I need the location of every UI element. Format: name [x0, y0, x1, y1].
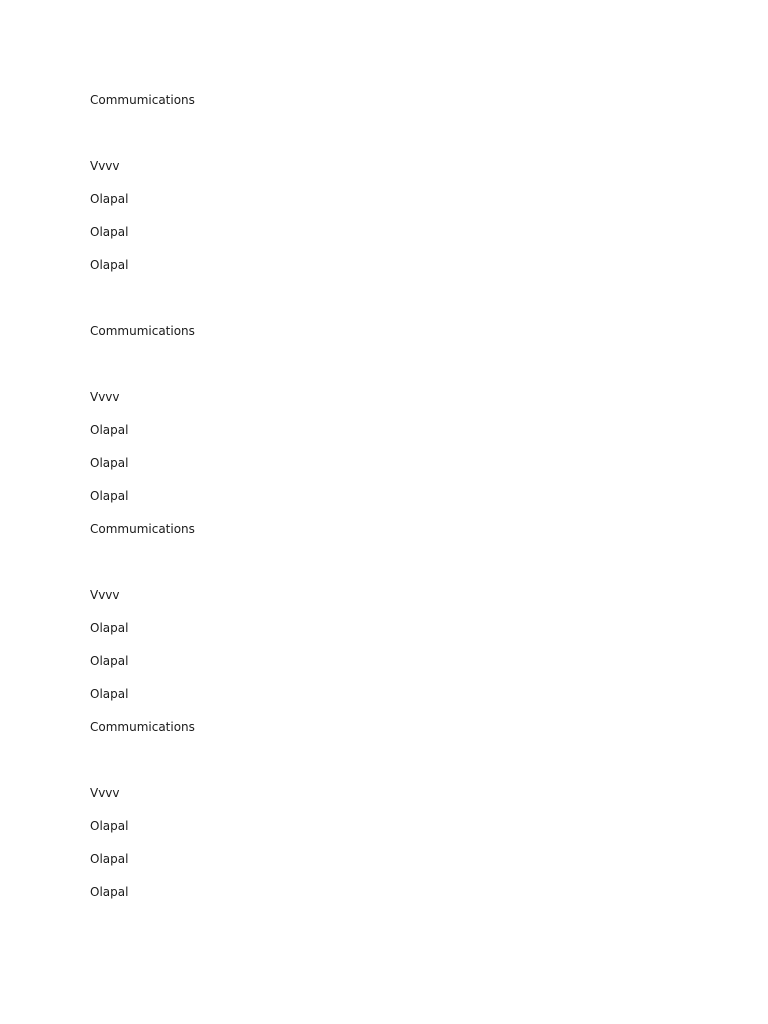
- text-line: Commumications: [90, 324, 195, 338]
- text-line: Vvvv: [90, 390, 120, 404]
- text-line: Olapal: [90, 852, 129, 866]
- text-line: Vvvv: [90, 588, 120, 602]
- text-line: Olapal: [90, 489, 129, 503]
- text-line: Olapal: [90, 621, 129, 635]
- text-line: Vvvv: [90, 786, 120, 800]
- text-line: Olapal: [90, 258, 129, 272]
- text-line: Commumications: [90, 93, 195, 107]
- text-line: Olapal: [90, 456, 129, 470]
- text-line: Olapal: [90, 654, 129, 668]
- text-line: Olapal: [90, 885, 129, 899]
- text-line: Vvvv: [90, 159, 120, 173]
- text-line: Commumications: [90, 522, 195, 536]
- text-line: Olapal: [90, 819, 129, 833]
- text-line: Olapal: [90, 192, 129, 206]
- text-line: Commumications: [90, 720, 195, 734]
- text-line: Olapal: [90, 687, 129, 701]
- text-line: Olapal: [90, 423, 129, 437]
- text-line: Olapal: [90, 225, 129, 239]
